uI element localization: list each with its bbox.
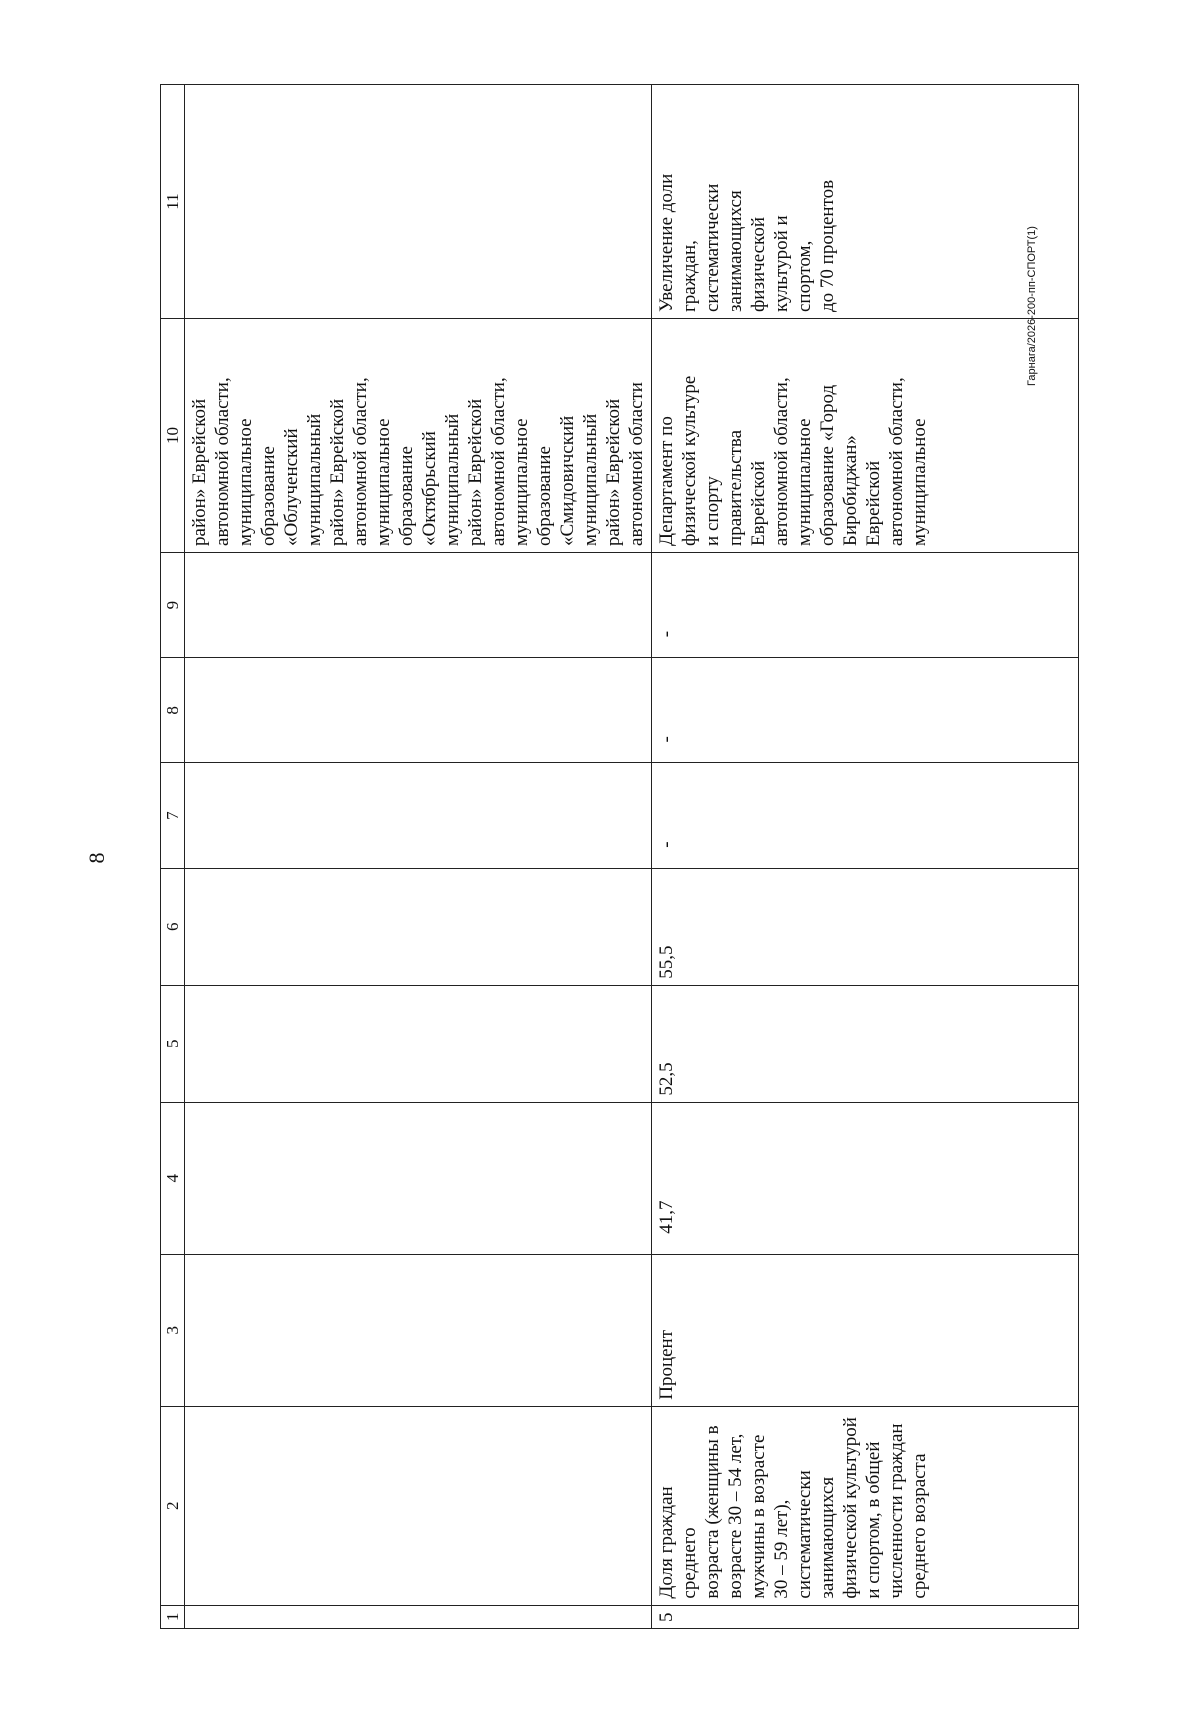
- header-col-10: 10: [161, 319, 185, 553]
- cell-unit: Процент: [652, 1254, 1079, 1406]
- cell-col7: [185, 763, 652, 868]
- page-number: 8: [84, 852, 109, 864]
- cell-col4: [185, 1102, 652, 1254]
- cell-result: Увеличение доли граждан, систематически занимающихся физической культурой и спортом, до 70 процентов: [652, 85, 1079, 319]
- cell-col9: [185, 552, 652, 657]
- cell-result: [185, 85, 652, 319]
- table-row-continuation: [185, 85, 652, 1629]
- header-row: [161, 85, 185, 1629]
- table-container: [160, 84, 1075, 1629]
- cell-responsible: Департамент по физической культуре и спорту правительства Еврейской автономной области, муниципальное образование «Город Биробиджан» Еврейской автономной области, муниципальное: [652, 319, 1079, 553]
- header-col-3: 3: [161, 1254, 185, 1406]
- header-col-7: 7: [161, 763, 185, 868]
- header-col-6: 6: [161, 868, 185, 985]
- header-col-9: 9: [161, 552, 185, 657]
- header-col-8: 8: [161, 658, 185, 763]
- cell-col9: -: [652, 552, 1079, 657]
- cell-responsible: район» Еврейской автономной области, муниципальное образование «Облученский муниципальный район» Еврейской автономной области, муниципальное образование «Октябрьский муниципальный район» Еврейской автономной области, муниципальное образование «Смидовичский муниципальный район» Еврейской автономной области: [185, 319, 652, 553]
- cell-num: 5: [652, 1605, 1079, 1628]
- cell-col8: [185, 658, 652, 763]
- header-col-5: 5: [161, 985, 185, 1102]
- header-col-2: 2: [161, 1406, 185, 1605]
- cell-col5: 52,5: [652, 985, 1079, 1102]
- header-col-1: 1: [161, 1605, 185, 1628]
- table-row-5: [652, 85, 1079, 1629]
- header-col-11: 11: [161, 85, 185, 319]
- cell-num: [185, 1605, 652, 1628]
- cell-indicator: Доля граждан среднего возраста (женщины в возрасте 30 – 54 лет, мужчины в возрасте 30 – 59 лет), систематически занимающихся физической культурой и спортом, в общей численности граждан среднего возраста: [652, 1406, 1079, 1605]
- rotated-table: [160, 84, 1075, 1629]
- data-table: [160, 84, 1079, 1629]
- cell-col5: [185, 985, 652, 1102]
- cell-unit: [185, 1254, 652, 1406]
- cell-col4: 41,7: [652, 1102, 1079, 1254]
- cell-col6: [185, 868, 652, 985]
- cell-indicator: [185, 1406, 652, 1605]
- header-col-4: 4: [161, 1102, 185, 1254]
- cell-col6: 55,5: [652, 868, 1079, 985]
- document-id: Гарнага/2026-200-пп-СПОРТ(1): [1026, 226, 1038, 386]
- cell-col8: -: [652, 658, 1079, 763]
- cell-col7: -: [652, 763, 1079, 868]
